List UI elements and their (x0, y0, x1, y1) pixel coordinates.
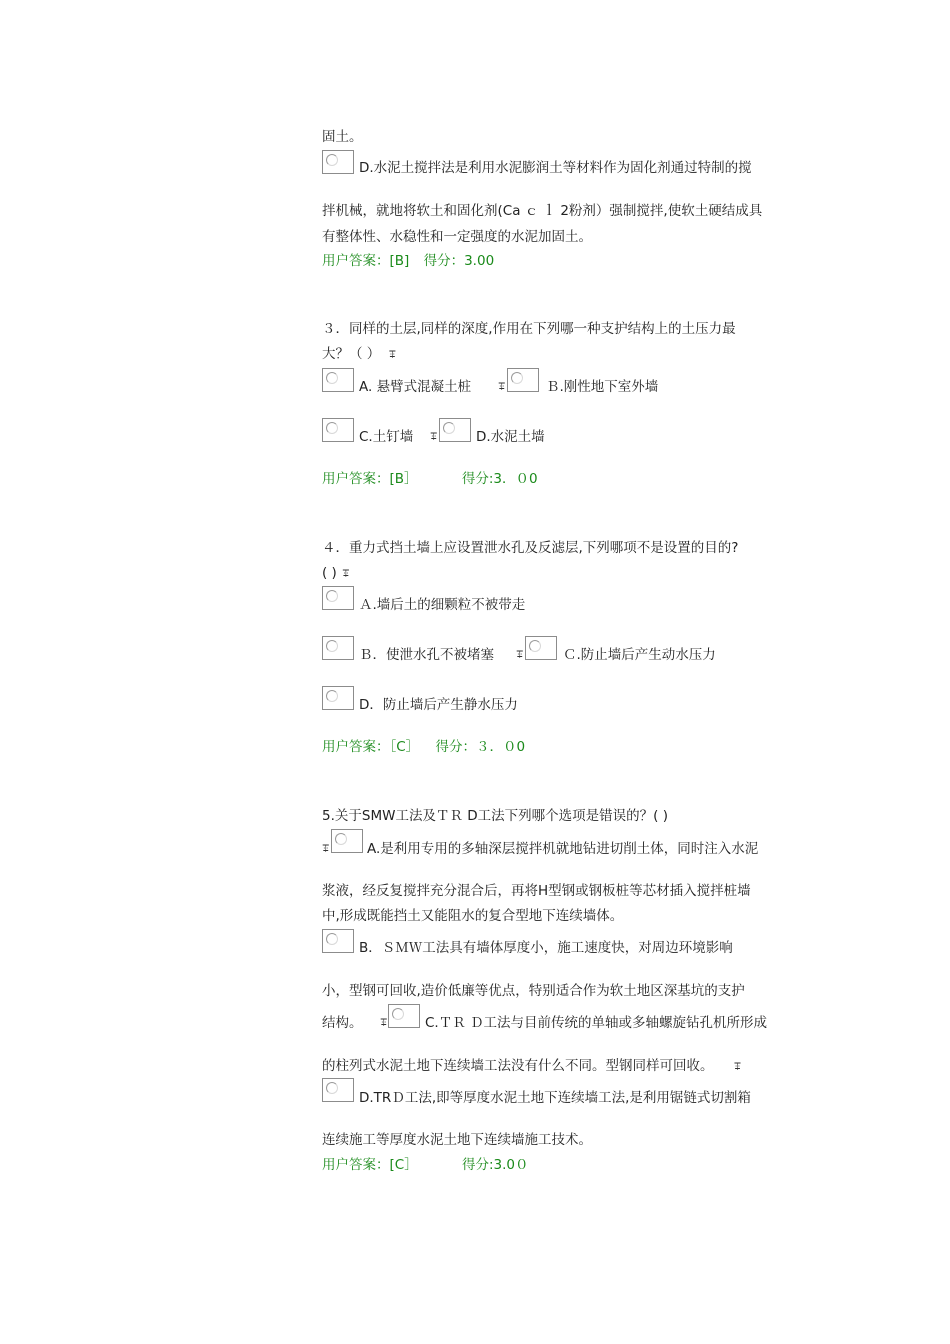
q5-score-text: 得分:3.0０ (462, 1157, 529, 1173)
paragraph-mark-icon: ꔊ (498, 382, 506, 393)
q3-option-d-label: D.水泥土墙 (476, 429, 545, 445)
q3-option-b-label: Ｂ.刚性地下室外墙 (546, 379, 659, 395)
q3-option-d-radio[interactable] (439, 418, 471, 442)
q3-option-a-label: A. 悬臂式混凝土桩 (359, 379, 472, 395)
q4-stem-line2 (322, 564, 349, 584)
q5-option-a-line3: 中,形成既能挡土又能阻水的复合型地下连续墙体。 (322, 908, 624, 924)
q5-option-b-radio[interactable] (322, 929, 354, 953)
q3-option-b-radio[interactable] (507, 368, 539, 392)
q2-option-d-line3: 有整体性、水稳性和一定强度的水泥加固土。 (322, 229, 592, 245)
q3-option-c-label: C.土钉墙 (359, 429, 414, 445)
paragraph-mark-icon: ꔊ (388, 350, 397, 361)
q2-option-d-radio[interactable] (322, 150, 354, 174)
paragraph-mark-icon: ꔊ (322, 844, 330, 855)
q2-tail-text: 固土。 (322, 129, 363, 145)
q5-option-b-line1: B．ＳＭＷ工法具有墙体厚度小，施工速度快，对周边环境影响 (359, 940, 733, 956)
q5-option-a-line1: A.是利用专用的多轴深层搅拌机就地钻进切削土体，同时注入水泥 (367, 841, 759, 857)
q2-option-d-line1: D.水泥土搅拌法是利用水泥膨润土等材料作为固化剂通过特制的搅 (359, 160, 752, 176)
q4-option-c-radio[interactable] (525, 636, 557, 660)
q5-option-a-line2: 浆液，经反复搅拌充分混合后，再将H型钢或钢板桩等芯材插入搅拌桩墙 (322, 883, 751, 899)
q5-option-c-line1: C.ＴＲ Ｄ工法与目前传统的单轴或多轴螺旋钻孔机所形成 (425, 1015, 768, 1031)
q5-answer-text: 用户答案：[C］ (322, 1157, 418, 1173)
q5-option-d-radio[interactable] (322, 1078, 354, 1102)
q5-option-d-line2: 连续施工等厚度水泥土地下连续墙施工技术。 (322, 1132, 592, 1148)
q5-option-c-line2-text: 的柱列式水泥土地下连续墙工法没有什么不同。型钢同样可回收。 (322, 1058, 714, 1074)
q5-option-b-line2: 小，型钢可回收,造价低廉等优点，特别适合作为软土地区深基坑的支护 (322, 983, 745, 999)
q4-user-answer (322, 738, 525, 756)
q4-option-b-label: Ｂ．使泄水孔不被堵塞 (359, 647, 494, 663)
q3-stem-text: 大？（ ） (322, 346, 381, 362)
q3-option-a-radio[interactable] (322, 368, 354, 392)
q5-option-a-radio[interactable] (331, 829, 363, 853)
q2-score-text: 得分：3.00 (423, 253, 495, 269)
paragraph-mark-icon: ꔊ (733, 1062, 742, 1073)
q3-user-answer (322, 470, 538, 488)
q4-option-a-label: Ａ.墙后土的细颗粒不被带走 (359, 597, 526, 613)
q4-answer-text: 用户答案：［C］ (322, 739, 420, 755)
q5-option-b-line3: 结构。 (322, 1015, 363, 1031)
q4-option-b-radio[interactable] (322, 636, 354, 660)
q3-option-c-radio[interactable] (322, 418, 354, 442)
q3-score-text: 得分:3．０0 (461, 471, 538, 487)
q4-option-d-label: D．防止墙后产生静水压力 (359, 697, 518, 713)
paragraph-mark-icon: ꔊ (380, 1018, 388, 1029)
q3-answer-text: 用户答案：[B］ (322, 471, 418, 487)
q2-answer-text: 用户答案：[B] (322, 253, 410, 269)
q4-option-a-radio[interactable] (322, 586, 354, 610)
q4-score-text: 得分：３．０0 (435, 739, 526, 755)
q2-option-d-line2: 拌机械，就地将软土和固化剂(Ca ｃ ｌ 2粉剂）强制搅拌,使软土硬结成具 (322, 203, 763, 219)
q5-option-c-radio[interactable] (388, 1004, 420, 1028)
paragraph-mark-icon: ꔊ (430, 432, 438, 443)
paragraph-mark-icon: ꔊ (342, 569, 350, 580)
q4-option-c-label: Ｃ.防止墙后产生动水压力 (563, 647, 716, 663)
q5-option-c-line2 (322, 1057, 742, 1077)
q4-option-d-radio[interactable] (322, 686, 354, 710)
q4-stem-line1: ４．重力式挡土墙上应设置泄水孔及反滤层,下列哪项不是设置的目的? (322, 540, 739, 556)
q2-user-answer (322, 252, 494, 270)
q5-user-answer (322, 1156, 529, 1174)
paragraph-mark-icon: ꔊ (516, 650, 524, 661)
q3-stem-line2 (322, 345, 397, 365)
q5-stem: 5.关于SMW工法及ＴＲ D工法下列哪个选项是错误的？( ) (322, 808, 668, 824)
q4-stem-text: ( ) (322, 565, 337, 581)
q5-option-d-line1: D.TRＤ工法,即等厚度水泥土地下连续墙工法,是利用锯链式切割箱 (359, 1090, 751, 1106)
q3-stem-line1: ３．同样的土层,同样的深度,作用在下列哪一种支护结构上的土压力最 (322, 321, 736, 337)
